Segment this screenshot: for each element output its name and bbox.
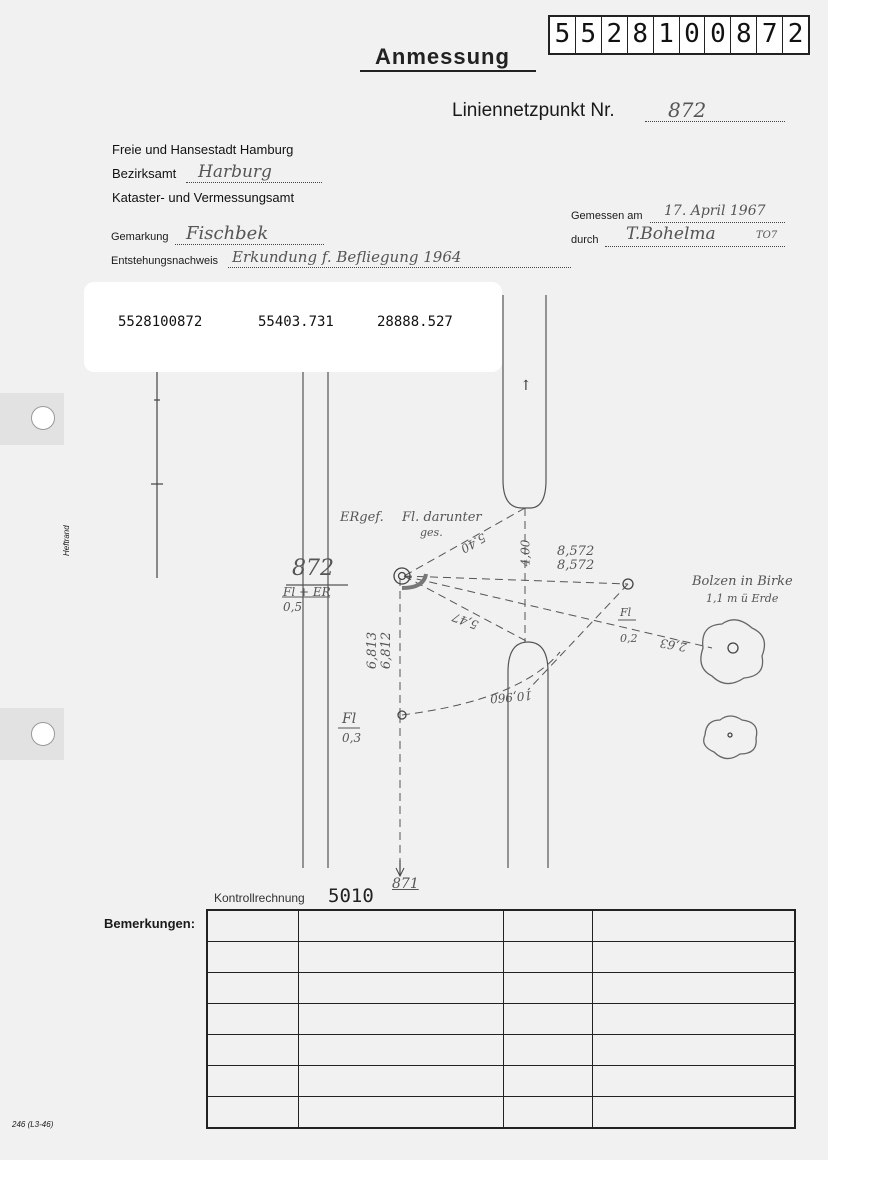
- id-digit: 1: [654, 17, 680, 53]
- table-row: [207, 972, 795, 1003]
- table-row: [207, 1096, 795, 1128]
- table-row: [207, 1065, 795, 1096]
- fl-mid-depth: 0,2: [620, 632, 638, 645]
- remarks-label: Bemerkungen:: [104, 916, 196, 931]
- control-ref: 871: [392, 876, 419, 892]
- fl-low-depth: 0,3: [342, 731, 362, 745]
- id-digit: 8: [731, 17, 757, 53]
- by-value: T.Bohelma: [626, 224, 716, 244]
- bolt-height-note: 1,1 m ü Erde: [706, 592, 779, 605]
- table-row: [207, 942, 795, 973]
- by-label: durch: [571, 234, 599, 246]
- distance-label: 6,812: [379, 631, 395, 670]
- gemarkung-label: Gemarkung: [111, 231, 169, 243]
- sketch-point-type: Fl + ER: [283, 585, 331, 599]
- distance-label: 5,47: [450, 609, 481, 633]
- table-row: [207, 1034, 795, 1065]
- measured-label: Gemessen am: [571, 210, 643, 222]
- sketch-point-number: 872: [292, 556, 334, 581]
- gemarkung-value: Fischbek: [186, 223, 269, 244]
- point-number-value: 872: [668, 98, 707, 122]
- measured-value: 17. April 1967: [664, 203, 766, 219]
- distance-label: 6,813: [365, 631, 381, 670]
- by-suffix: TO7: [756, 230, 778, 241]
- direction-arrow: ↑: [520, 378, 532, 394]
- table-row: [207, 1003, 795, 1034]
- id-digit: 7: [757, 17, 783, 53]
- id-digit: 8: [628, 17, 654, 53]
- origin-value: Erkundung f. Befliegung 1964: [232, 248, 462, 266]
- control-value: 5010: [328, 885, 374, 907]
- id-digit: 2: [787, 19, 804, 49]
- distance-label: 5.40: [458, 530, 489, 556]
- coord-y: 28888.527: [377, 314, 453, 330]
- distance-label: 4,00: [518, 539, 533, 567]
- authority-line3: Kataster- und Vermessungsamt: [112, 190, 295, 205]
- control-label: Kontrollrechnung: [214, 891, 305, 905]
- sketch-point-depth: 0,5: [283, 600, 303, 614]
- id-digit: 5: [550, 17, 576, 53]
- district-label: Bezirksamt: [112, 166, 177, 181]
- er-label: ERgef.: [340, 510, 384, 525]
- distance-label: 10,960: [489, 688, 533, 706]
- bolt-note: Bolzen in Birke: [692, 574, 793, 589]
- remarks-table: [206, 909, 796, 1129]
- authority-line1: Freie und Hansestadt Hamburg: [112, 142, 294, 157]
- fl-mid-label: Fl: [620, 606, 632, 619]
- id-digit: 2: [602, 17, 628, 53]
- distance-label: 8,572: [557, 558, 595, 573]
- district-value: Harburg: [198, 162, 272, 182]
- fl-below-note: ges.: [420, 526, 443, 539]
- point-number-label: Liniennetzpunkt Nr.: [452, 100, 615, 121]
- distance-label: 2,63: [658, 635, 688, 655]
- form-code: 246 (L3-46): [12, 1120, 54, 1129]
- coord-point-id: 5528100872: [118, 314, 203, 330]
- fl-low-label: Fl: [342, 711, 357, 727]
- id-digit: 0: [680, 17, 706, 53]
- page-title: Anmessung: [375, 44, 510, 69]
- id-digit: 0: [705, 17, 731, 53]
- id-digit: 5: [576, 17, 602, 53]
- coord-x: 55403.731: [258, 314, 334, 330]
- origin-label: Entstehungsnachweis: [111, 255, 219, 267]
- distance-label: 8,572: [557, 544, 595, 559]
- heftrand-label: Heftrand: [62, 525, 71, 556]
- coordinate-card: [84, 282, 502, 372]
- fl-below-label: Fl. darunter: [402, 510, 482, 525]
- table-row: [207, 910, 795, 942]
